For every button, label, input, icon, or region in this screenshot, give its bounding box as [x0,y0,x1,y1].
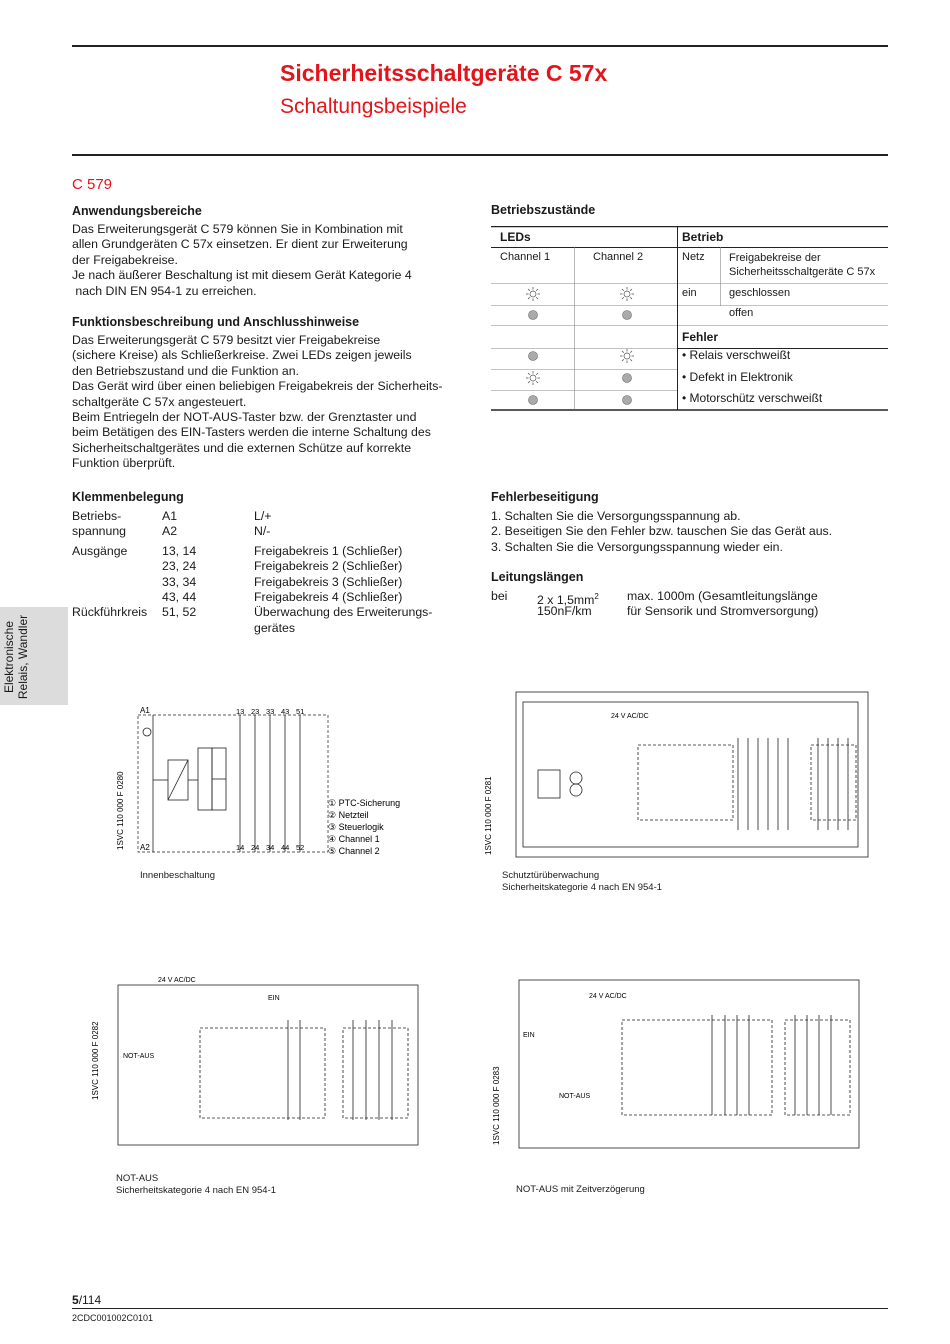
svg-text:44: 44 [281,843,290,852]
led-on-icon [526,287,540,301]
leitung-desc1: max. 1000m (Gesamtleitungslänge [627,589,818,603]
ein-label: ein [682,287,697,299]
funktion-heading: Funktionsbeschreibung und Anschlusshinweise [72,315,360,329]
svg-text:A1: A1 [140,706,150,715]
led-on-icon [620,287,634,301]
diagram-notaus [88,970,433,1150]
contact-columns [240,715,300,852]
freigabe-label: Freigabekreise der Sicherheitsschaltgeräte C 57x [729,252,876,278]
footer-code: 2CDC001002C0101 [72,1313,154,1323]
page-title: Sicherheitsschaltgeräte C 57x [280,60,608,86]
svg-text:13: 13 [236,707,245,716]
led-off-icon [529,352,538,361]
text-line: der Freigabekreise. [72,252,178,267]
offen-label: offen [729,307,754,319]
table-row: 43, 44 Freigabekreis 4 (Schließer) [162,590,403,605]
table-row: Betriebs- A1 L/+ [72,509,272,523]
text-line: Je nach äußerer Beschaltung ist mit diesem Gerät Kategorie 4 [72,268,412,283]
channel2-label: Channel 2 [593,251,644,263]
diagram-code: 1SVC 110 000 F 0280 [116,771,125,850]
diagram-innenbeschaltung [110,700,430,875]
led-off-icon [623,374,632,383]
text-line: nach DIN EN 954-1 zu erreichen. [72,283,257,298]
table-row: Ausgänge 13, 14 Freigabekreis 1 (Schließer) [72,543,403,558]
svg-text:24: 24 [251,843,260,852]
channel1-label: Channel 1 [500,251,551,263]
legend-item: ② Netzteil [328,810,369,820]
col-betrieb: Betrieb [682,230,724,244]
fehler-item: • Motorschütz verschweißt [682,391,823,405]
caption-d3: NOT-AUS Sicherheitskategorie 4 nach EN 954-1 [116,1173,277,1196]
page-subtitle: Schaltungsbeispiele [280,95,467,118]
svg-text:34: 34 [266,843,275,852]
text-line: Funktion überprüft. [72,456,176,471]
klemmen-heading: Klemmenbelegung [72,490,184,504]
text-line: beim Betätigen des EIN-Tasters werden die interne Schaltung des [72,425,431,440]
caption-d2: Schutztürüberwachung Sicherheitskategorie 4 nach EN 954-1 [502,870,663,893]
notaus-label: NOT-AUS [123,1053,155,1060]
text-line: Das Gerät wird über einen beliebigen Freigabekreis der Sicherheits- [72,379,443,394]
diagram-code: 1SVC 110 000 F 0281 [484,776,493,855]
legend-item: ④ Channel 1 [328,834,380,844]
ein-label: EIN [268,995,280,1002]
text-line: 1. Schalten Sie die Versorgungsspannung ab. [491,509,741,523]
anwendung-heading: Anwendungsbereiche [72,204,202,218]
header-rule [72,154,888,156]
leitung-val1: 2 x $1,5mm^2$ [537,592,599,608]
led-off-icon [623,311,632,320]
anwendung-section [72,204,472,299]
caption-d4: NOT-AUS mit Zeitverzögerung [516,1184,645,1195]
text-line: 2. Beseitigen Sie den Fehler bzw. tauschen Sie das Gerät aus. [491,524,833,539]
funktion-section [72,315,472,472]
top-rule [72,45,888,47]
netz-label: Netz [682,251,705,263]
model-label: C 579 [72,176,113,193]
svg-text:14: 14 [236,843,245,852]
funktion-text [72,333,472,472]
geschlossen-label: geschlossen [729,287,791,299]
led-on-icon [620,349,634,363]
led-off-icon [529,396,538,405]
led-off-icon [529,311,538,320]
fehler-item: • Defekt in Elektronik [682,370,793,384]
text-line: 3. Schalten Sie die Versorgungsspannung wieder ein. [491,539,783,554]
leitung-bei: bei [491,589,508,603]
legend-item: ③ Steuerlogik [328,822,384,832]
svg-text:33: 33 [266,707,275,716]
klemmen-section [72,490,472,636]
diagram-schutztuer [478,690,898,870]
led-on-icon [526,371,540,385]
fehlerbeseitigung-section [491,490,891,555]
leitung-heading: Leitungslängen [491,570,584,584]
footer-rule [72,1308,888,1309]
anwendung-text [72,222,472,299]
text-line: den Betriebszustand und die Funktion an. [72,363,299,378]
text-line: (sichere Kreise) als Schließerkreise. Zwei LEDs zeigen jeweils [72,348,412,363]
led-icons [526,287,634,405]
leitung-section [491,570,891,621]
text-line: Das Erweiterungsgerät C 579 können Sie in Kombination mit [72,222,403,236]
text-line: allen Grundgeräten C 57x einsetzen. Er dient zur Erweiterung [72,237,408,252]
supply-label: 24 V AC/DC [158,977,196,984]
text-line: Das Erweiterungsgerät C 579 besitzt vier Freigabekreise [72,333,381,347]
sidebar-tab [0,607,68,705]
supply-label: 24 V AC/DC [589,993,627,1000]
text-line: Beim Entriegeln der NOT-AUS-Taster bzw. der Grenztaster und [72,410,417,425]
diagram-code: 1SVC 110 000 F 0283 [492,1066,501,1145]
fehler-item: • Relais verschweißt [682,348,791,362]
leitung-val2: 150nF/km [537,604,592,618]
diagram-notaus-zeit [487,975,887,1155]
ein-label: EIN [523,1032,535,1039]
table-row: gerätes [254,620,296,635]
svg-text:A2: A2 [140,843,150,852]
legend-item: ⑤ Channel 2 [328,846,380,856]
table-row: 23, 24 Freigabekreis 2 (Schließer) [162,559,403,574]
text-line: Sicherheitschaltgerätes und die externen Schütze auf korrekte [72,440,412,455]
diagram-code: 1SVC 110 000 F 0282 [91,1021,100,1100]
svg-text:52: 52 [296,843,305,852]
svg-text:23: 23 [251,707,260,716]
col-leds: LEDs [500,230,531,244]
notaus-label: NOT-AUS [559,1093,591,1100]
klemmen-table [72,509,432,636]
svg-text:43: 43 [281,707,290,716]
text-line: schaltgeräte C 57x angesteuert. [72,394,247,409]
svg-text:51: 51 [296,707,305,716]
caption-d1: Innenbeschaltung [140,870,216,881]
sidebar-line: Elektronische [2,620,16,694]
fehlerbeseitigung-heading: Fehlerbeseitigung [491,490,599,504]
leitung-desc2: für Sensorik und Stromversorgung) [627,604,819,618]
betrieb-heading: Betriebszustände [491,203,596,217]
legend-item: ① PTC-Sicherung [328,798,401,808]
table-row: spannung A2 N/- [72,524,271,539]
led-off-icon [623,396,632,405]
table-row: Rückführkreis 51, 52 Überwachung des Erweiterungs- [72,605,433,620]
page-number: 5/114 [72,1293,102,1307]
table-row: 33, 34 Freigabekreis 3 (Schließer) [162,574,403,589]
sidebar-line: Relais, Wandler [16,614,30,700]
fehler-label: Fehler [682,330,719,344]
supply-label: 24 V AC/DC [611,713,649,720]
